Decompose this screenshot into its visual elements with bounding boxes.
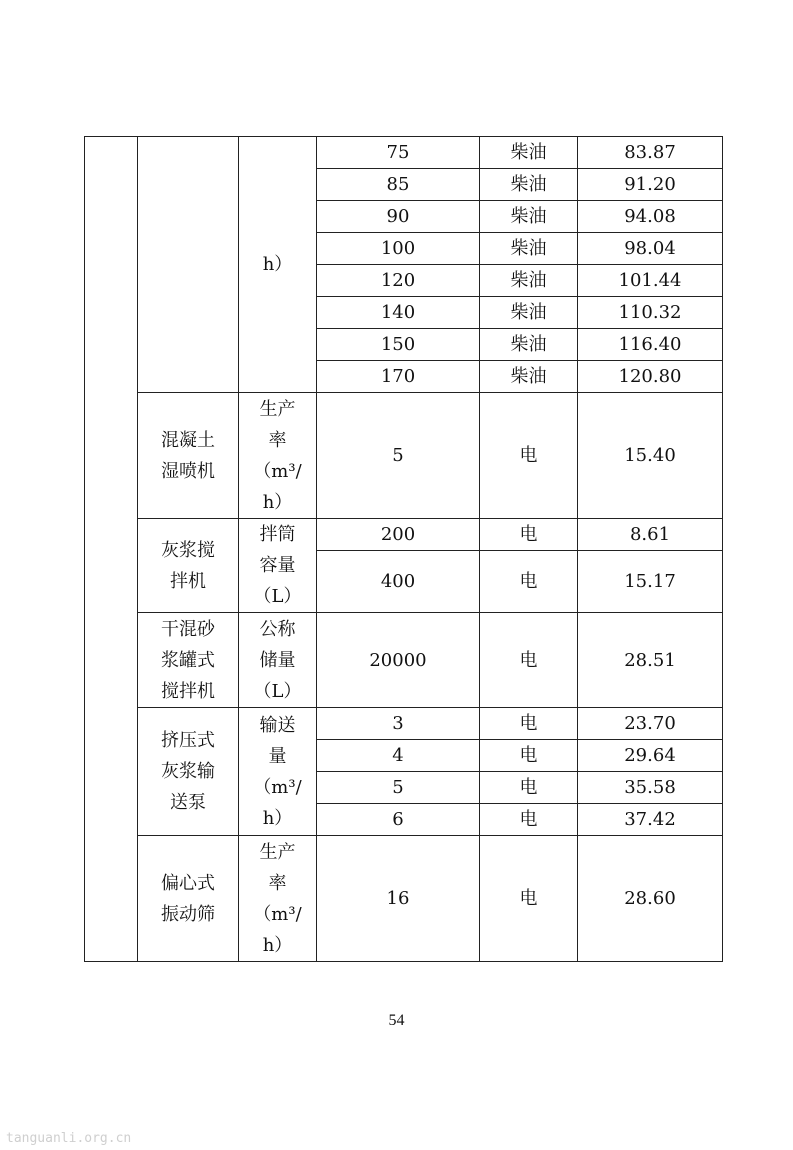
capacity-cell: 90 bbox=[317, 201, 480, 233]
capacity-cell: 5 bbox=[317, 393, 480, 519]
machine-name-cell bbox=[138, 137, 239, 393]
power-cell: 柴油 bbox=[480, 265, 578, 297]
page-number: 54 bbox=[388, 1012, 405, 1029]
table-row bbox=[85, 836, 723, 962]
param-cell: 生产 率 （m³/ h） bbox=[239, 836, 317, 962]
power-cell: 电 bbox=[480, 772, 578, 804]
price-cell: 29.64 bbox=[578, 740, 723, 772]
capacity-cell: 200 bbox=[317, 519, 480, 551]
power-cell: 柴油 bbox=[480, 297, 578, 329]
power-cell: 柴油 bbox=[480, 169, 578, 201]
price-cell: 23.70 bbox=[578, 708, 723, 740]
capacity-cell: 85 bbox=[317, 169, 480, 201]
table-row bbox=[85, 137, 723, 169]
price-cell: 91.20 bbox=[578, 169, 723, 201]
power-cell: 柴油 bbox=[480, 201, 578, 233]
param-cell: h） bbox=[239, 137, 317, 393]
price-cell: 15.17 bbox=[578, 551, 723, 613]
capacity-cell: 20000 bbox=[317, 613, 480, 708]
table-row bbox=[85, 708, 723, 740]
capacity-cell: 100 bbox=[317, 233, 480, 265]
power-cell: 柴油 bbox=[480, 233, 578, 265]
machine-name-cell: 混凝土 湿喷机 bbox=[138, 393, 239, 519]
price-cell: 94.08 bbox=[578, 201, 723, 233]
machine-name-cell: 挤压式 灰浆输 送泵 bbox=[138, 708, 239, 836]
price-cell: 83.87 bbox=[578, 137, 723, 169]
price-cell: 37.42 bbox=[578, 804, 723, 836]
power-cell: 柴油 bbox=[480, 361, 578, 393]
price-cell: 101.44 bbox=[578, 265, 723, 297]
power-cell: 电 bbox=[480, 836, 578, 962]
capacity-cell: 16 bbox=[317, 836, 480, 962]
price-cell: 35.58 bbox=[578, 772, 723, 804]
capacity-cell: 4 bbox=[317, 740, 480, 772]
table-row bbox=[85, 519, 723, 551]
capacity-cell: 170 bbox=[317, 361, 480, 393]
table-row bbox=[85, 613, 723, 708]
power-cell: 电 bbox=[480, 519, 578, 551]
equipment-price-table bbox=[84, 136, 723, 962]
machine-name-cell: 灰浆搅 拌机 bbox=[138, 519, 239, 613]
price-cell: 98.04 bbox=[578, 233, 723, 265]
capacity-cell: 3 bbox=[317, 708, 480, 740]
price-cell: 28.51 bbox=[578, 613, 723, 708]
power-cell: 柴油 bbox=[480, 329, 578, 361]
param-cell: 生产 率 （m³/ h） bbox=[239, 393, 317, 519]
price-cell: 28.60 bbox=[578, 836, 723, 962]
power-cell: 电 bbox=[480, 613, 578, 708]
price-cell: 120.80 bbox=[578, 361, 723, 393]
capacity-cell: 140 bbox=[317, 297, 480, 329]
power-cell: 电 bbox=[480, 393, 578, 519]
capacity-cell: 150 bbox=[317, 329, 480, 361]
capacity-cell: 400 bbox=[317, 551, 480, 613]
capacity-cell: 120 bbox=[317, 265, 480, 297]
price-cell: 110.32 bbox=[578, 297, 723, 329]
capacity-cell: 6 bbox=[317, 804, 480, 836]
price-cell: 8.61 bbox=[578, 519, 723, 551]
category-cell bbox=[85, 137, 138, 962]
power-cell: 电 bbox=[480, 708, 578, 740]
power-cell: 柴油 bbox=[480, 137, 578, 169]
price-cell: 15.40 bbox=[578, 393, 723, 519]
watermark: tanguanli.org.cn bbox=[6, 1131, 132, 1146]
machine-name-cell: 干混砂 浆罐式 搅拌机 bbox=[138, 613, 239, 708]
param-cell: 拌筒 容量 （L） bbox=[239, 519, 317, 613]
power-cell: 电 bbox=[480, 551, 578, 613]
capacity-cell: 5 bbox=[317, 772, 480, 804]
param-cell: 公称 储量 （L） bbox=[239, 613, 317, 708]
price-cell: 116.40 bbox=[578, 329, 723, 361]
param-cell: 输送 量 （m³/ h） bbox=[239, 708, 317, 836]
capacity-cell: 75 bbox=[317, 137, 480, 169]
power-cell: 电 bbox=[480, 804, 578, 836]
table-row bbox=[85, 393, 723, 519]
machine-name-cell: 偏心式 振动筛 bbox=[138, 836, 239, 962]
power-cell: 电 bbox=[480, 740, 578, 772]
